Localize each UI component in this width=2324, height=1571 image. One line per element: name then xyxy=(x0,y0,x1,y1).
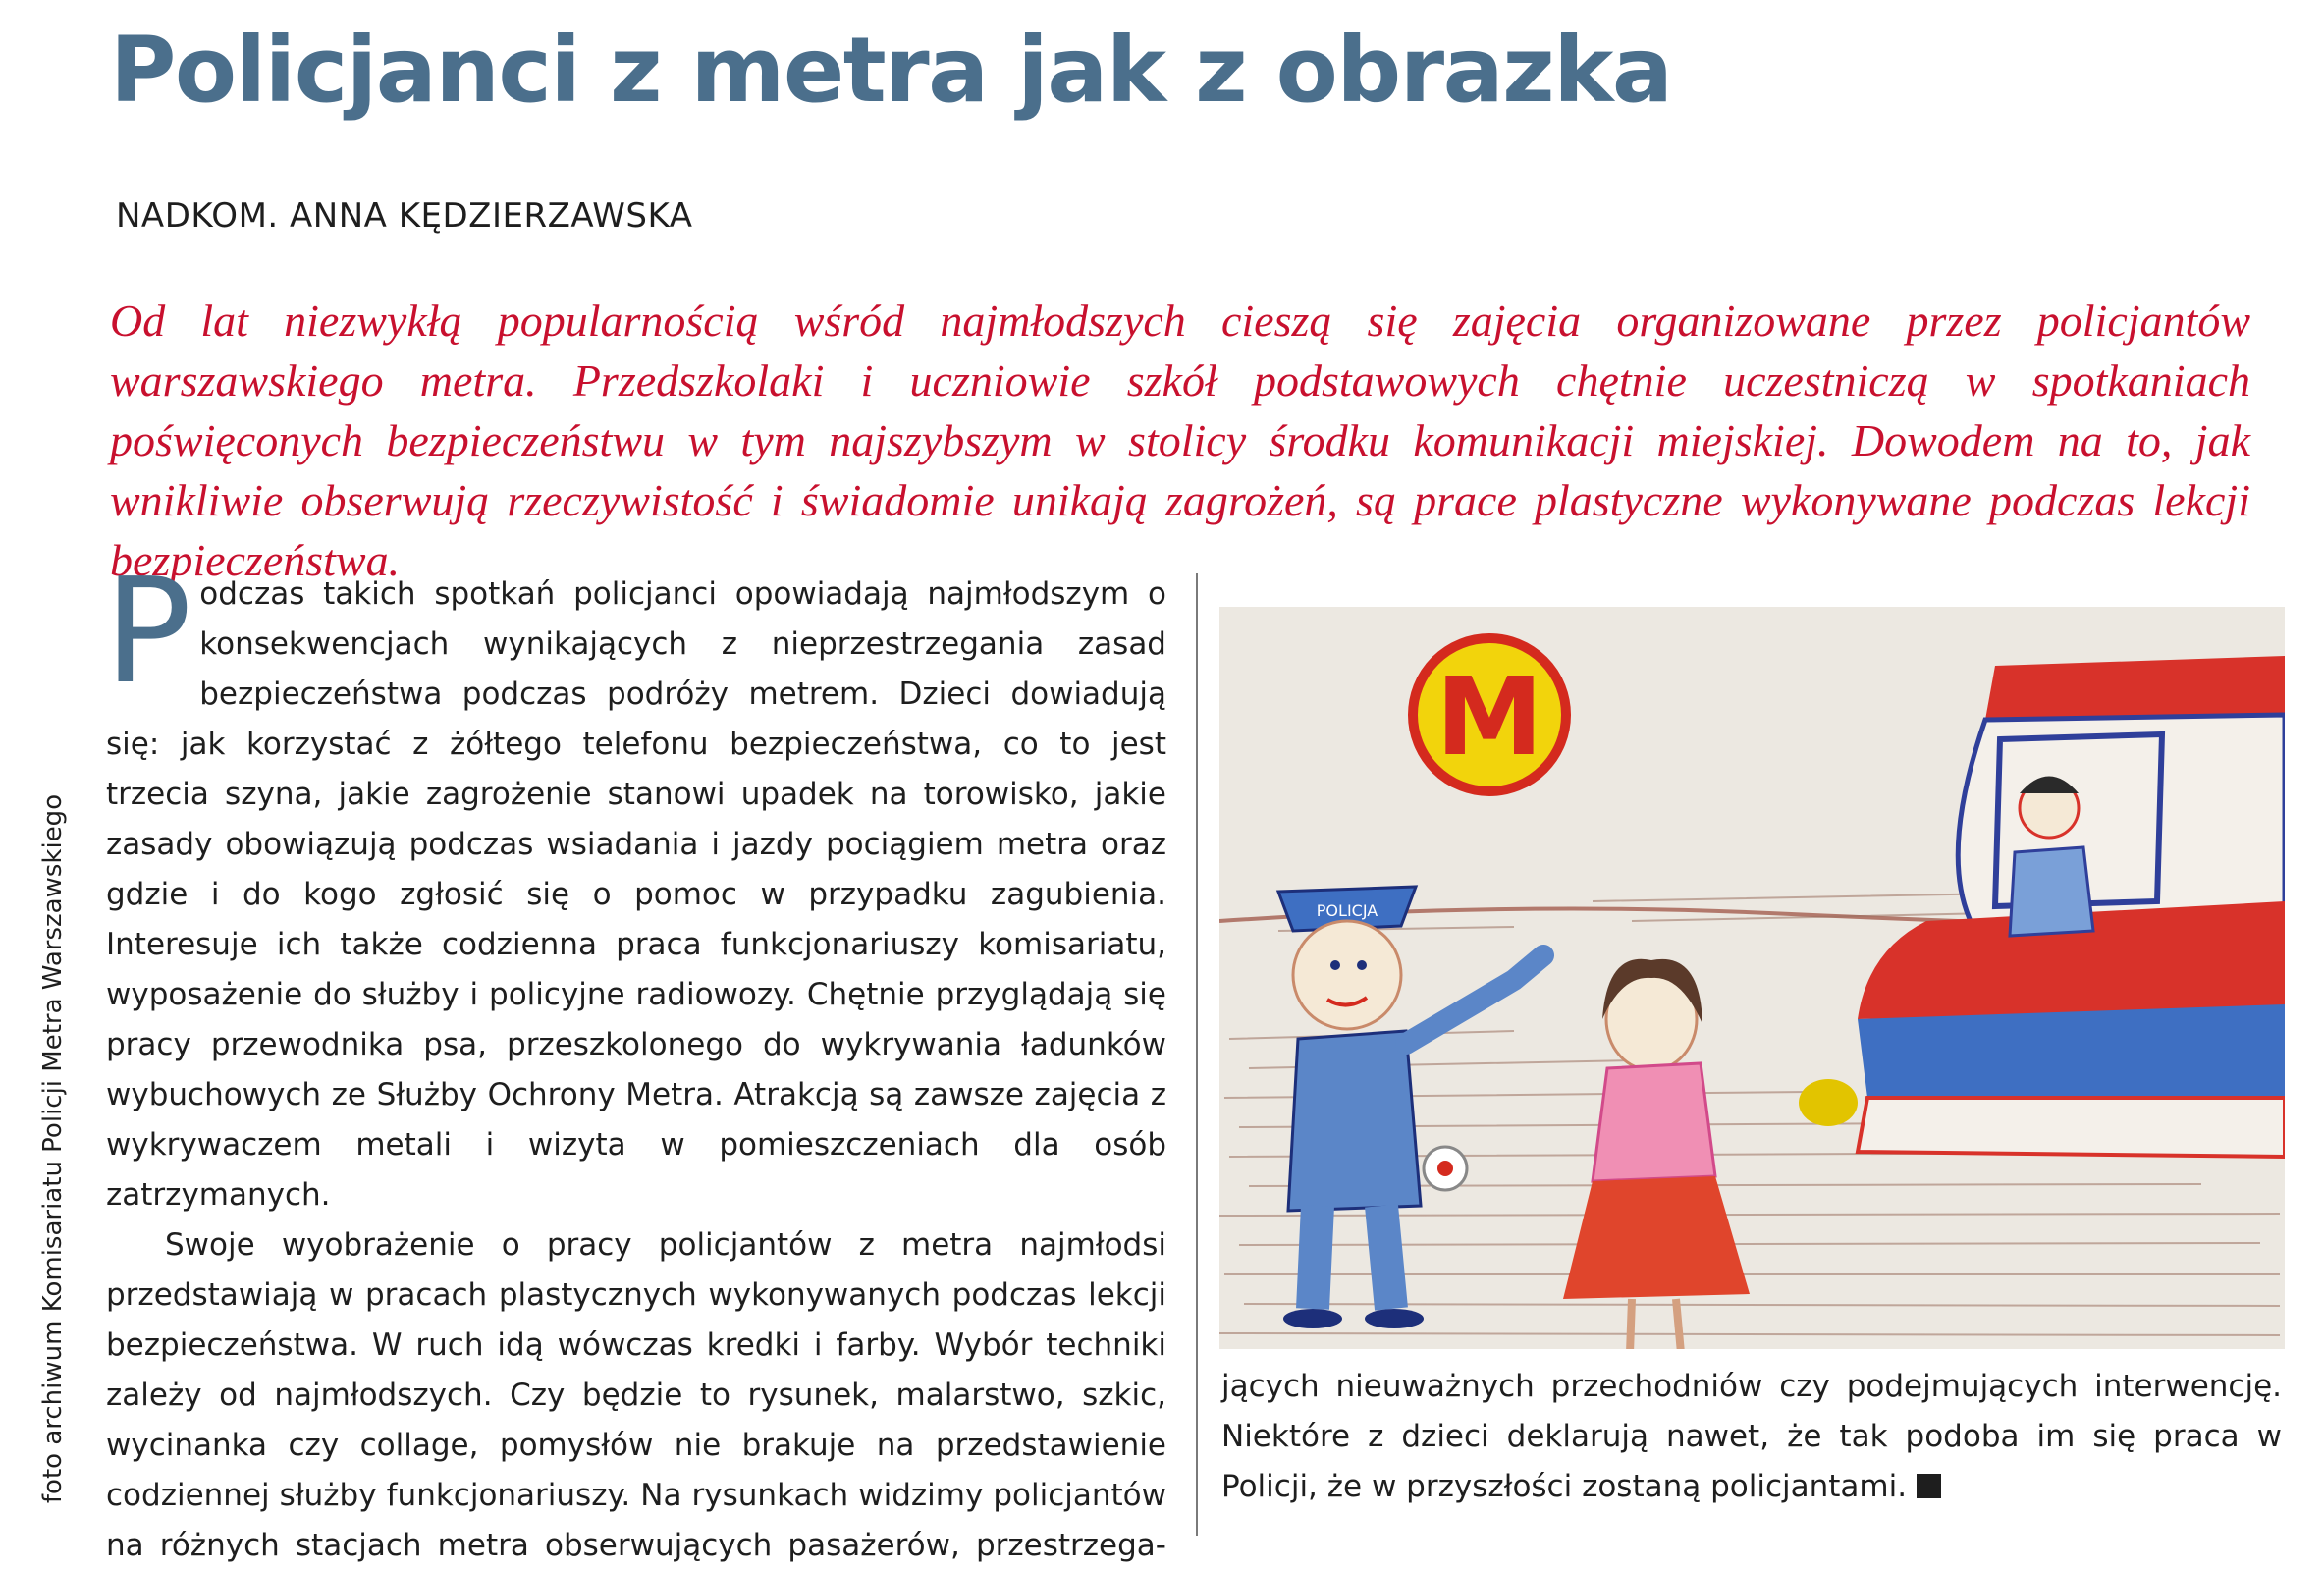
article-title: Policjanci z metra jak z obrazka xyxy=(110,18,1672,123)
paragraph-second: Swoje wyobrażenie o pracy policjantów z metra najmłodsi przedstawiają w pracach plastycznych wykonywanych podczas lekcji bezpieczeństwa. W ruch idą wówczas kredki i farby. Wybór techniki zależy od najmłodszych. Czy będzie to rysunek, malarstwo, szkic, wycinanka czy collage, pomysłów nie brakuje na przedstawienie codziennej służby funkcjonariuszy. Na rysunkach widzimy policjantów na różnych stacjach metra obserwujących pasażerów, przestrzega- xyxy=(106,1227,1166,1563)
photo-credit-container xyxy=(31,766,75,1532)
paragraph-first xyxy=(104,547,1166,1220)
paragraph-third xyxy=(1221,1362,2282,1512)
end-of-article-mark xyxy=(1917,1474,1941,1498)
police-cap-text: POLICJA xyxy=(1316,901,1378,920)
column-divider xyxy=(1196,573,1198,1536)
metro-sign xyxy=(1413,638,1566,791)
children-drawing-photo xyxy=(1219,607,2285,1349)
article-author: NADKOM. ANNA KĘDZIERZAWSKA xyxy=(116,196,693,236)
drop-cap: P xyxy=(104,547,192,716)
left-column xyxy=(104,547,1166,1571)
article-lead: Od lat niezwykłą popularnością wśród najmłodszych cieszą się zajęcia organizowane przez policjantów warszawskiego metra. Przedszkolaki i uczniowie szkół podstawowych chętnie uczestniczą w spotkaniach poświęconych bezpieczeństwu w tym najszybszym w stolicy środku komunikacji miejskiej. Dowodem na to, jak wnikliwie obserwują rzeczywistość i świadomie unikają zagrożeń, są prace plastyczne wykonywane podczas lekcji bezpieczeństwa. xyxy=(110,296,2250,585)
children-drawing xyxy=(1219,607,2285,1349)
paragraph-first-text: odczas takich spotkań policjanci opowiadają najmłodszym o konsekwencjach wynikających z nieprzestrzegania zasad bezpieczeństwa podczas podróży metrem. Dzieci dowiadują się: jak korzystać z żółtego telefonu bezpieczeństwa, co to jest trzecia szyna, jakie zagrożenie stanowi upadek na torowisko, jakie zasady obowiązują podczas wsiadania i jazdy pociągiem metra oraz gdzie i do kogo zgłosić się o pomoc w przypadku zagubienia. Interesuje ich także codzienna praca funkcjonariuszy komisariatu, wyposażenie do służby i policyjne radiowozy. Chętnie przyglądają się pracy przewodnika psa, przeszkolonego do wykrywania ładunków wybuchowych ze Służby Ochrony Metra. Atrakcją są zawsze zajęcia z wykrywaczem metali i wizyta w pomieszczeniach dla osób zatrzymanych. xyxy=(106,576,1166,1213)
metro-sign-letter: M xyxy=(1435,654,1543,780)
photo-credit: foto archiwum Komisariatu Policji Metra Warszawskiego xyxy=(38,793,68,1504)
right-column xyxy=(1221,1362,2282,1512)
paragraph-third-text: jących nieuważnych przechodniów czy podejmujących interwencję. Niektóre z dzieci deklarują nawet, że tak podoba im się praca w Policji, że w przyszłości zostaną policjantami. xyxy=(1221,1369,2282,1504)
